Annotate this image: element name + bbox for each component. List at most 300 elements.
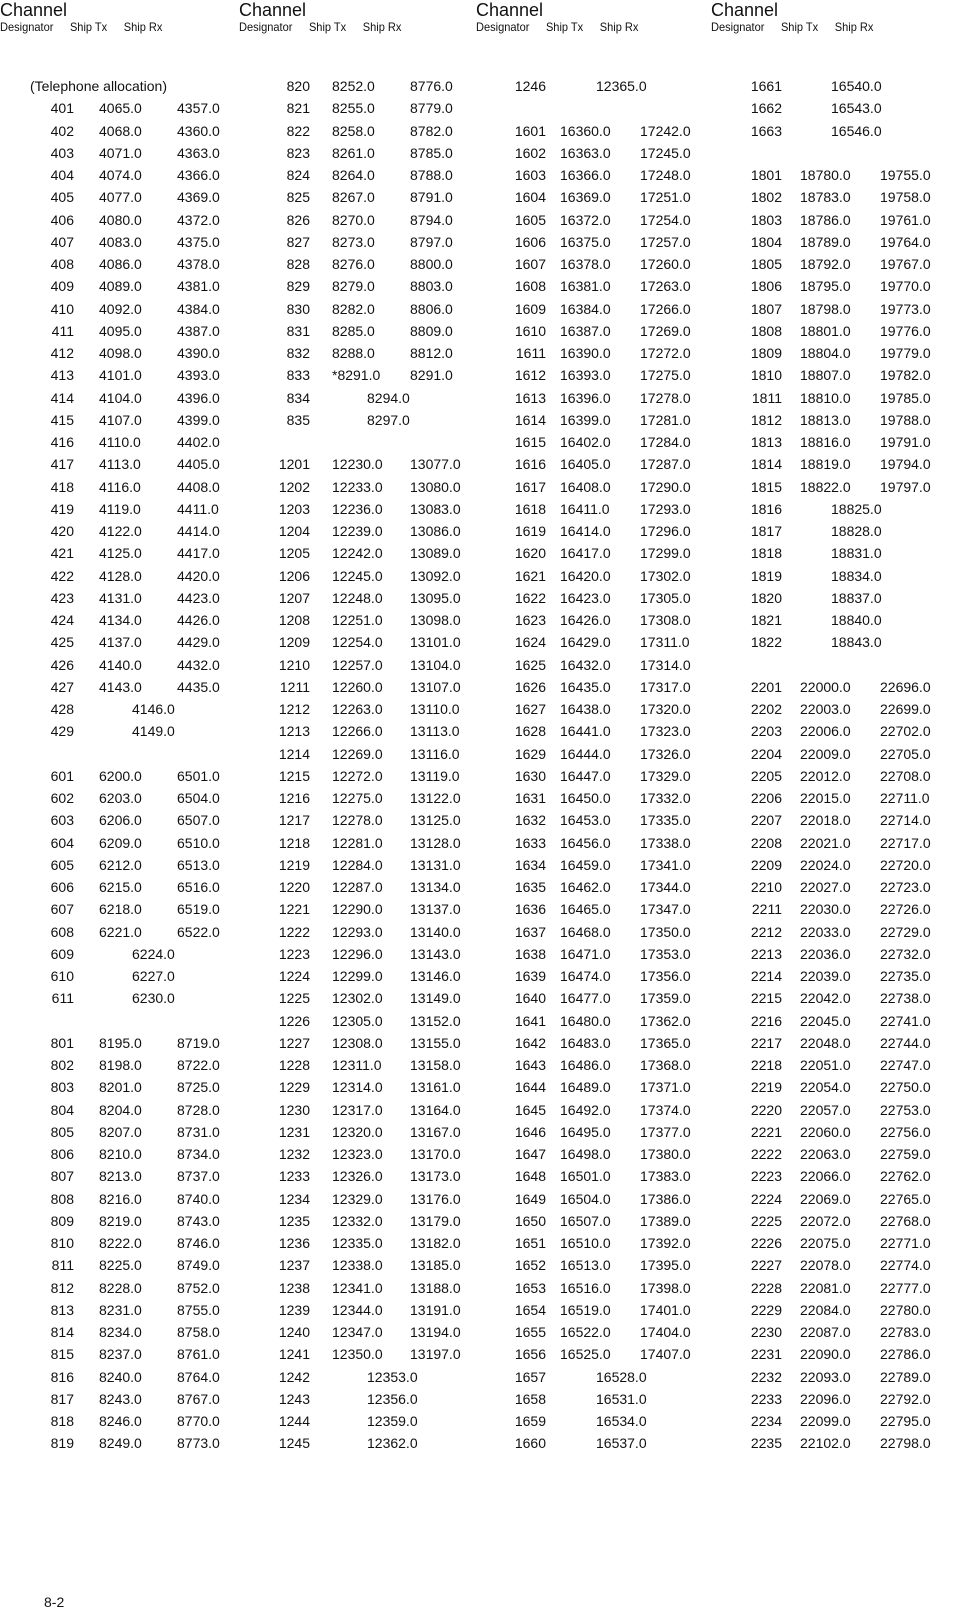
ship-tx-frequency: 16444.0 <box>560 745 611 762</box>
ship-rx-frequency: 17401.0 <box>640 1301 691 1318</box>
channel-designator: 1219 <box>278 856 310 873</box>
channel-designator: 1818 <box>750 545 782 562</box>
ship-tx-frequency: 4116.0 <box>99 478 141 495</box>
simplex-frequency: 18840.0 <box>831 612 882 628</box>
ship-tx-frequency: 4092.0 <box>99 300 142 317</box>
ship-rx-frequency: 8734.0 <box>177 1146 220 1162</box>
ship-rx-frequency: 17260.0 <box>640 256 691 272</box>
ship-tx-frequency: 18804.0 <box>800 345 851 361</box>
ship-rx-frequency: 13080.0 <box>410 478 461 495</box>
ship-tx-frequency: 12344.0 <box>332 1301 383 1318</box>
channel-designator: 405 <box>50 189 74 206</box>
ship-tx-frequency: 12233.0 <box>332 478 383 495</box>
ship-rx-frequency: 4426.0 <box>177 612 220 628</box>
column-header-2 <box>239 0 434 34</box>
ship-rx-frequency: 8782.0 <box>410 122 453 139</box>
channel-designator: 408 <box>50 256 74 272</box>
ship-tx-frequency: 16360.0 <box>560 122 611 139</box>
ship-tx-frequency: 16435.0 <box>560 678 611 695</box>
ship-rx-frequency: 17263.0 <box>640 278 691 295</box>
ship-rx-frequency: 22768.0 <box>880 1212 931 1229</box>
page-number: 8-2 <box>44 1594 65 1610</box>
ship-rx-frequency: 17278.0 <box>640 389 691 406</box>
ship-tx-frequency: 16465.0 <box>560 901 611 918</box>
channel-designator: 832 <box>286 345 310 361</box>
ship-rx-frequency: 13125.0 <box>410 812 461 829</box>
ship-rx-frequency: 4372.0 <box>177 211 220 228</box>
ship-rx-frequency: 17245.0 <box>640 144 691 161</box>
ship-tx-frequency: 22075.0 <box>800 1235 851 1251</box>
ship-tx-frequency: 16477.0 <box>560 990 611 1007</box>
ship-rx-frequency: 13191.0 <box>410 1301 461 1318</box>
ship-tx-frequency: 18813.0 <box>800 411 851 428</box>
channel-designator: 1211 <box>279 678 310 695</box>
channel-designator: 814 <box>50 1324 74 1340</box>
channel-designator: 2213 <box>750 945 782 962</box>
ship-rx-frequency: 19794.0 <box>880 456 931 473</box>
ship-rx-frequency: 19773.0 <box>880 300 931 317</box>
ship-tx-frequency: 4068.0 <box>99 122 142 139</box>
header-designator: Designator <box>711 20 765 34</box>
header-designator: Designator <box>0 20 54 34</box>
ship-rx-frequency: 8806.0 <box>410 300 453 317</box>
channel-designator: 828 <box>286 256 310 272</box>
ship-rx-frequency: 22771.0 <box>880 1235 931 1251</box>
channel-designator: 413 <box>50 367 74 384</box>
channel-designator: 1202 <box>278 478 310 495</box>
ship-rx-frequency: 17395.0 <box>640 1257 691 1274</box>
ship-tx-frequency: 22069.0 <box>800 1190 851 1207</box>
ship-tx-frequency: 18783.0 <box>800 189 851 206</box>
header-subtitle <box>0 20 179 34</box>
channel-designator: 810 <box>50 1235 74 1251</box>
channel-designator: 601 <box>50 767 74 784</box>
simplex-frequency: 12362.0 <box>367 1435 418 1452</box>
ship-tx-frequency: 16393.0 <box>560 367 611 384</box>
channel-designator: 428 <box>50 701 74 717</box>
ship-tx-frequency: 22048.0 <box>800 1034 851 1051</box>
ship-rx-frequency: 17290.0 <box>640 478 691 495</box>
ship-tx-frequency: 12251.0 <box>332 612 383 628</box>
ship-rx-frequency: 19797.0 <box>880 478 931 495</box>
ship-rx-frequency: 13197.0 <box>410 1346 461 1363</box>
channel-designator: 2225 <box>750 1212 782 1229</box>
channel-designator: 1606 <box>514 233 546 250</box>
channel-designator: 1657 <box>514 1368 546 1385</box>
channel-designator: 1813 <box>750 434 782 450</box>
channel-designator: 1807 <box>750 300 782 317</box>
channel-designator: 2227 <box>750 1257 782 1274</box>
channel-designator: 1609 <box>514 300 546 317</box>
ship-tx-frequency: 12314.0 <box>332 1079 383 1096</box>
header-ship-tx: Ship Tx <box>780 20 819 34</box>
channel-designator: 1237 <box>278 1257 310 1274</box>
ship-rx-frequency: 8788.0 <box>410 167 453 183</box>
ship-rx-frequency: 13179.0 <box>410 1212 461 1229</box>
ship-rx-frequency: 17404.0 <box>640 1324 691 1340</box>
channel-designator: 1622 <box>514 589 546 606</box>
ship-rx-frequency: 8725.0 <box>177 1079 220 1096</box>
ship-rx-frequency: 22765.0 <box>880 1190 931 1207</box>
channel-designator: 1214 <box>278 745 310 762</box>
channel-designator: 801 <box>50 1034 74 1051</box>
ship-tx-frequency: 6212.0 <box>99 856 142 873</box>
ship-tx-frequency: 6203.0 <box>99 790 142 806</box>
ship-tx-frequency: 12290.0 <box>332 901 383 918</box>
channel-designator: 2217 <box>750 1034 782 1051</box>
channel-designator: 821 <box>286 100 310 117</box>
channel-designator: 1625 <box>514 656 546 673</box>
channel-designator: 425 <box>50 634 74 651</box>
ship-rx-frequency: 8794.0 <box>410 211 453 228</box>
channel-designator: 2230 <box>750 1324 782 1340</box>
ship-rx-frequency: 13188.0 <box>410 1279 461 1296</box>
ship-rx-frequency: 8773.0 <box>177 1435 220 1452</box>
ship-rx-frequency: 4384.0 <box>177 300 220 317</box>
channel-designator: 1809 <box>750 345 782 361</box>
ship-rx-frequency: 8800.0 <box>410 256 453 272</box>
ship-rx-frequency: 13104.0 <box>410 656 461 673</box>
ship-tx-frequency: 22003.0 <box>800 701 851 717</box>
channel-designator: 1213 <box>278 723 310 740</box>
channel-designator: 2215 <box>750 990 782 1007</box>
simplex-frequency: 16540.0 <box>831 78 882 94</box>
ship-tx-frequency: 4131.0 <box>99 589 142 606</box>
ship-rx-frequency: 22714.0 <box>880 812 931 829</box>
channel-designator: 1642 <box>514 1034 546 1051</box>
ship-tx-frequency: 16429.0 <box>560 634 611 651</box>
ship-rx-frequency: 4396.0 <box>177 389 220 406</box>
ship-tx-frequency: 22030.0 <box>800 901 851 918</box>
ship-tx-frequency: 16513.0 <box>560 1257 611 1274</box>
simplex-frequency: 6227.0 <box>132 968 175 984</box>
ship-tx-frequency: 12278.0 <box>332 812 383 829</box>
ship-rx-frequency: 4423.0 <box>177 589 220 606</box>
channel-designator: 834 <box>286 389 310 406</box>
ship-tx-frequency: 8228.0 <box>99 1279 142 1296</box>
ship-tx-frequency: 12296.0 <box>332 945 383 962</box>
ship-rx-frequency: 6504.0 <box>177 790 220 806</box>
header-ship-rx: Ship Rx <box>834 20 874 34</box>
ship-rx-frequency: 13173.0 <box>410 1168 461 1185</box>
ship-tx-frequency: 8282.0 <box>332 300 375 317</box>
ship-rx-frequency: 4432.0 <box>177 656 220 673</box>
channel-designator: 1212 <box>278 701 310 717</box>
ship-tx-frequency: 16426.0 <box>560 612 611 628</box>
channel-designator: 406 <box>50 211 74 228</box>
ship-rx-frequency: 13092.0 <box>410 567 461 584</box>
channel-designator: 1636 <box>514 901 546 918</box>
header-subtitle <box>476 20 655 34</box>
channel-designator: 1624 <box>514 634 546 651</box>
ship-rx-frequency: 17332.0 <box>640 790 691 806</box>
channel-designator: 1245 <box>278 1435 310 1452</box>
channel-designator: 833 <box>286 367 310 384</box>
ship-tx-frequency: 4122.0 <box>99 523 142 539</box>
ship-tx-frequency: 12257.0 <box>332 656 383 673</box>
ship-tx-frequency: 16459.0 <box>560 856 611 873</box>
header-title: Channel <box>711 0 779 20</box>
ship-rx-frequency: 8746.0 <box>177 1235 220 1251</box>
simplex-frequency: 12353.0 <box>367 1368 418 1385</box>
ship-rx-frequency: 22723.0 <box>880 879 931 895</box>
channel-designator: 426 <box>50 656 74 673</box>
ship-tx-frequency: 12245.0 <box>332 567 383 584</box>
channel-designator: 1234 <box>278 1190 310 1207</box>
channel-designator: 1206 <box>278 567 310 584</box>
ship-rx-frequency: 19764.0 <box>880 233 931 250</box>
ship-tx-frequency: 18780.0 <box>800 167 851 183</box>
channel-designator: 1226 <box>278 1012 310 1029</box>
channel-designator: 1239 <box>278 1301 310 1318</box>
ship-tx-frequency: 12260.0 <box>332 678 383 695</box>
ship-tx-frequency: 22081.0 <box>800 1279 851 1296</box>
channel-designator: 2221 <box>750 1123 782 1140</box>
ship-rx-frequency: 17311.0 <box>640 634 690 651</box>
channel-designator: 1662 <box>750 100 782 117</box>
ship-rx-frequency: 22744.0 <box>880 1034 931 1051</box>
ship-tx-frequency: 8285.0 <box>332 322 375 339</box>
ship-tx-frequency: 6206.0 <box>99 812 142 829</box>
ship-tx-frequency: 16510.0 <box>560 1235 611 1251</box>
ship-rx-frequency: 13137.0 <box>410 901 461 918</box>
ship-tx-frequency: 16474.0 <box>560 968 611 984</box>
ship-tx-frequency: 12305.0 <box>332 1012 383 1029</box>
channel-designator: 2219 <box>750 1079 782 1096</box>
ship-tx-frequency: 6218.0 <box>99 901 142 918</box>
ship-tx-frequency: 4110.0 <box>99 434 141 450</box>
ship-tx-frequency: 22054.0 <box>800 1079 851 1096</box>
ship-tx-frequency: 16480.0 <box>560 1012 611 1029</box>
ship-rx-frequency: 8785.0 <box>410 144 453 161</box>
ship-rx-frequency: 22711.0 <box>880 790 930 806</box>
ship-tx-frequency: 8216.0 <box>99 1190 142 1207</box>
channel-designator: 2207 <box>750 812 782 829</box>
channel-designator: 1623 <box>514 612 546 628</box>
ship-rx-frequency: 22702.0 <box>880 723 931 740</box>
ship-tx-frequency: 18792.0 <box>800 256 851 272</box>
channel-designator: 835 <box>286 411 310 428</box>
channel-designator: 424 <box>50 612 74 628</box>
ship-rx-frequency: 22756.0 <box>880 1123 931 1140</box>
ship-rx-frequency: 4390.0 <box>177 345 220 361</box>
ship-tx-frequency: 22045.0 <box>800 1012 851 1029</box>
channel-designator: 404 <box>50 167 74 183</box>
header-ship-tx: Ship Tx <box>545 20 584 34</box>
ship-rx-frequency: 6510.0 <box>177 834 220 851</box>
channel-designator: 1215 <box>278 767 310 784</box>
ship-tx-frequency: 6221.0 <box>99 923 142 940</box>
ship-tx-frequency: 8261.0 <box>332 144 375 161</box>
channel-designator: 1645 <box>514 1101 546 1118</box>
ship-rx-frequency: 4414.0 <box>177 523 220 539</box>
channel-designator: 1804 <box>750 233 782 250</box>
ship-tx-frequency: 16408.0 <box>560 478 611 495</box>
ship-rx-frequency: 17296.0 <box>640 523 691 539</box>
ship-tx-frequency: 16405.0 <box>560 456 611 473</box>
channel-designator: 1601 <box>514 122 546 139</box>
ship-tx-frequency: 16498.0 <box>560 1146 611 1162</box>
ship-tx-frequency: 12311.0 <box>332 1057 382 1073</box>
simplex-frequency: 12359.0 <box>367 1413 418 1429</box>
channel-designator: 1242 <box>278 1368 310 1385</box>
header-ship-rx: Ship Rx <box>599 20 639 34</box>
channel-designator: 1806 <box>750 278 782 295</box>
ship-rx-frequency: 13170.0 <box>410 1146 461 1162</box>
header-subtitle <box>711 20 890 34</box>
ship-tx-frequency: 22000.0 <box>800 678 851 695</box>
ship-rx-frequency: 17398.0 <box>640 1279 691 1296</box>
channel-designator: 1244 <box>278 1413 310 1429</box>
ship-rx-frequency: 8740.0 <box>177 1190 220 1207</box>
channel-designator: 818 <box>50 1413 74 1429</box>
ship-rx-frequency: 17308.0 <box>640 612 691 628</box>
channel-designator: 1612 <box>514 367 546 384</box>
ship-rx-frequency: 17299.0 <box>640 545 691 562</box>
channel-designator: 820 <box>286 78 310 94</box>
channel-designator: 2202 <box>750 701 782 717</box>
channel-designator: 604 <box>50 834 74 851</box>
ship-rx-frequency: 13134.0 <box>410 879 461 895</box>
column-header-4 <box>711 0 906 34</box>
channel-designator: 1816 <box>750 500 782 517</box>
ship-rx-frequency: 22780.0 <box>880 1301 931 1318</box>
ship-rx-frequency: 4402.0 <box>177 434 220 450</box>
ship-tx-frequency: 22063.0 <box>800 1146 851 1162</box>
channel-designator: 1629 <box>514 745 546 762</box>
channel-designator: 1203 <box>278 500 310 517</box>
channel-designator: 417 <box>50 456 74 473</box>
channel-designator: 811 <box>51 1257 74 1274</box>
ship-rx-frequency: 4420.0 <box>177 567 220 584</box>
channel-designator: 2226 <box>750 1235 782 1251</box>
ship-rx-frequency: 17353.0 <box>640 945 691 962</box>
channel-designator: 802 <box>50 1057 74 1073</box>
ship-tx-frequency: 12272.0 <box>332 767 383 784</box>
channel-designator: 608 <box>50 923 74 940</box>
simplex-frequency: 6224.0 <box>132 945 175 962</box>
channel-designator: 1801 <box>750 167 782 183</box>
channel-designator: 2210 <box>750 879 782 895</box>
ship-tx-frequency: 22096.0 <box>800 1390 851 1407</box>
header-title: Channel <box>239 0 307 20</box>
ship-rx-frequency: 22795.0 <box>880 1413 931 1429</box>
ship-tx-frequency: 12332.0 <box>332 1212 383 1229</box>
ship-rx-frequency: 17377.0 <box>640 1123 691 1140</box>
ship-rx-frequency: 4357.0 <box>177 100 220 117</box>
channel-designator: 1637 <box>514 923 546 940</box>
ship-tx-frequency: 8243.0 <box>99 1390 142 1407</box>
ship-rx-frequency: 17347.0 <box>640 901 691 918</box>
ship-rx-frequency: 13101.0 <box>410 634 461 651</box>
ship-rx-frequency: 17389.0 <box>640 1212 691 1229</box>
channel-designator: 401 <box>50 100 74 117</box>
ship-tx-frequency: 22060.0 <box>800 1123 851 1140</box>
ship-tx-frequency: 12236.0 <box>332 500 383 517</box>
ship-tx-frequency: 6209.0 <box>99 834 142 851</box>
ship-rx-frequency: 4393.0 <box>177 367 220 384</box>
channel-designator: 1223 <box>278 945 310 962</box>
ship-rx-frequency: 6516.0 <box>177 879 220 895</box>
ship-tx-frequency: 22090.0 <box>800 1346 851 1363</box>
ship-tx-frequency: 16369.0 <box>560 189 611 206</box>
channel-designator: 1217 <box>278 812 310 829</box>
ship-tx-frequency: 16378.0 <box>560 256 611 272</box>
ship-tx-frequency: 16501.0 <box>560 1168 611 1185</box>
channel-designator: 2224 <box>750 1190 782 1207</box>
channel-designator: 817 <box>50 1390 74 1407</box>
channel-designator: 421 <box>50 545 74 562</box>
ship-tx-frequency: 12239.0 <box>332 523 383 539</box>
ship-rx-frequency: 19785.0 <box>880 389 931 406</box>
ship-rx-frequency: 17371.0 <box>640 1079 691 1096</box>
ship-rx-frequency: 8743.0 <box>177 1212 220 1229</box>
ship-rx-frequency: 4411.0 <box>177 500 219 517</box>
ship-rx-frequency: 22732.0 <box>880 945 931 962</box>
ship-rx-frequency: 13131.0 <box>410 856 461 873</box>
ship-tx-frequency: 4113.0 <box>99 456 141 473</box>
channel-designator: 1641 <box>514 1012 546 1029</box>
ship-rx-frequency: 22696.0 <box>880 678 931 695</box>
ship-rx-frequency: 8797.0 <box>410 233 453 250</box>
ship-tx-frequency: 12302.0 <box>332 990 383 1007</box>
channel-designator: 805 <box>50 1123 74 1140</box>
ship-tx-frequency: 8213.0 <box>99 1168 142 1185</box>
ship-rx-frequency: 22753.0 <box>880 1101 931 1118</box>
ship-tx-frequency: 22099.0 <box>800 1413 851 1429</box>
ship-rx-frequency: 19755.0 <box>880 167 931 183</box>
channel-designator: 410 <box>50 300 74 317</box>
channel-designator: 411 <box>51 322 74 339</box>
ship-tx-frequency: 12335.0 <box>332 1235 383 1251</box>
channel-designator: 420 <box>50 523 74 539</box>
simplex-frequency: 12365.0 <box>596 78 647 94</box>
channel-designator: 808 <box>50 1190 74 1207</box>
ship-rx-frequency: 17242.0 <box>640 122 691 139</box>
ship-rx-frequency: 13077.0 <box>410 456 461 473</box>
ship-rx-frequency: 6522.0 <box>177 923 220 940</box>
ship-rx-frequency: 17266.0 <box>640 300 691 317</box>
channel-designator: 813 <box>50 1301 74 1318</box>
channel-designator: 1614 <box>514 411 546 428</box>
header-title: Channel <box>0 0 68 20</box>
ship-tx-frequency: 18786.0 <box>800 211 851 228</box>
simplex-frequency: 16531.0 <box>596 1390 647 1407</box>
channel-designator: 1661 <box>750 78 782 94</box>
channel-designator: 1812 <box>750 411 782 428</box>
channel-designator: 1814 <box>750 456 782 473</box>
channel-designator: 1646 <box>514 1123 546 1140</box>
channel-designator: 1240 <box>278 1324 310 1340</box>
ship-tx-frequency: 22009.0 <box>800 745 851 762</box>
ship-tx-frequency: 12347.0 <box>332 1324 383 1340</box>
channel-designator: 1632 <box>514 812 546 829</box>
channel-designator: 1227 <box>278 1034 310 1051</box>
channel-designator: 1649 <box>514 1190 546 1207</box>
channel-designator: 1210 <box>278 656 310 673</box>
simplex-frequency: 6230.0 <box>132 990 175 1007</box>
channel-designator: 403 <box>50 144 74 161</box>
ship-tx-frequency: 16492.0 <box>560 1101 611 1118</box>
ship-rx-frequency: 17254.0 <box>640 211 691 228</box>
channel-designator: 1231 <box>278 1123 310 1140</box>
ship-tx-frequency: 4083.0 <box>99 233 142 250</box>
ship-tx-frequency: 12299.0 <box>332 968 383 984</box>
ship-rx-frequency: 22738.0 <box>880 990 931 1007</box>
ship-rx-frequency: 8767.0 <box>177 1390 220 1407</box>
ship-tx-frequency: 8276.0 <box>332 256 375 272</box>
ship-rx-frequency: 8728.0 <box>177 1101 220 1118</box>
